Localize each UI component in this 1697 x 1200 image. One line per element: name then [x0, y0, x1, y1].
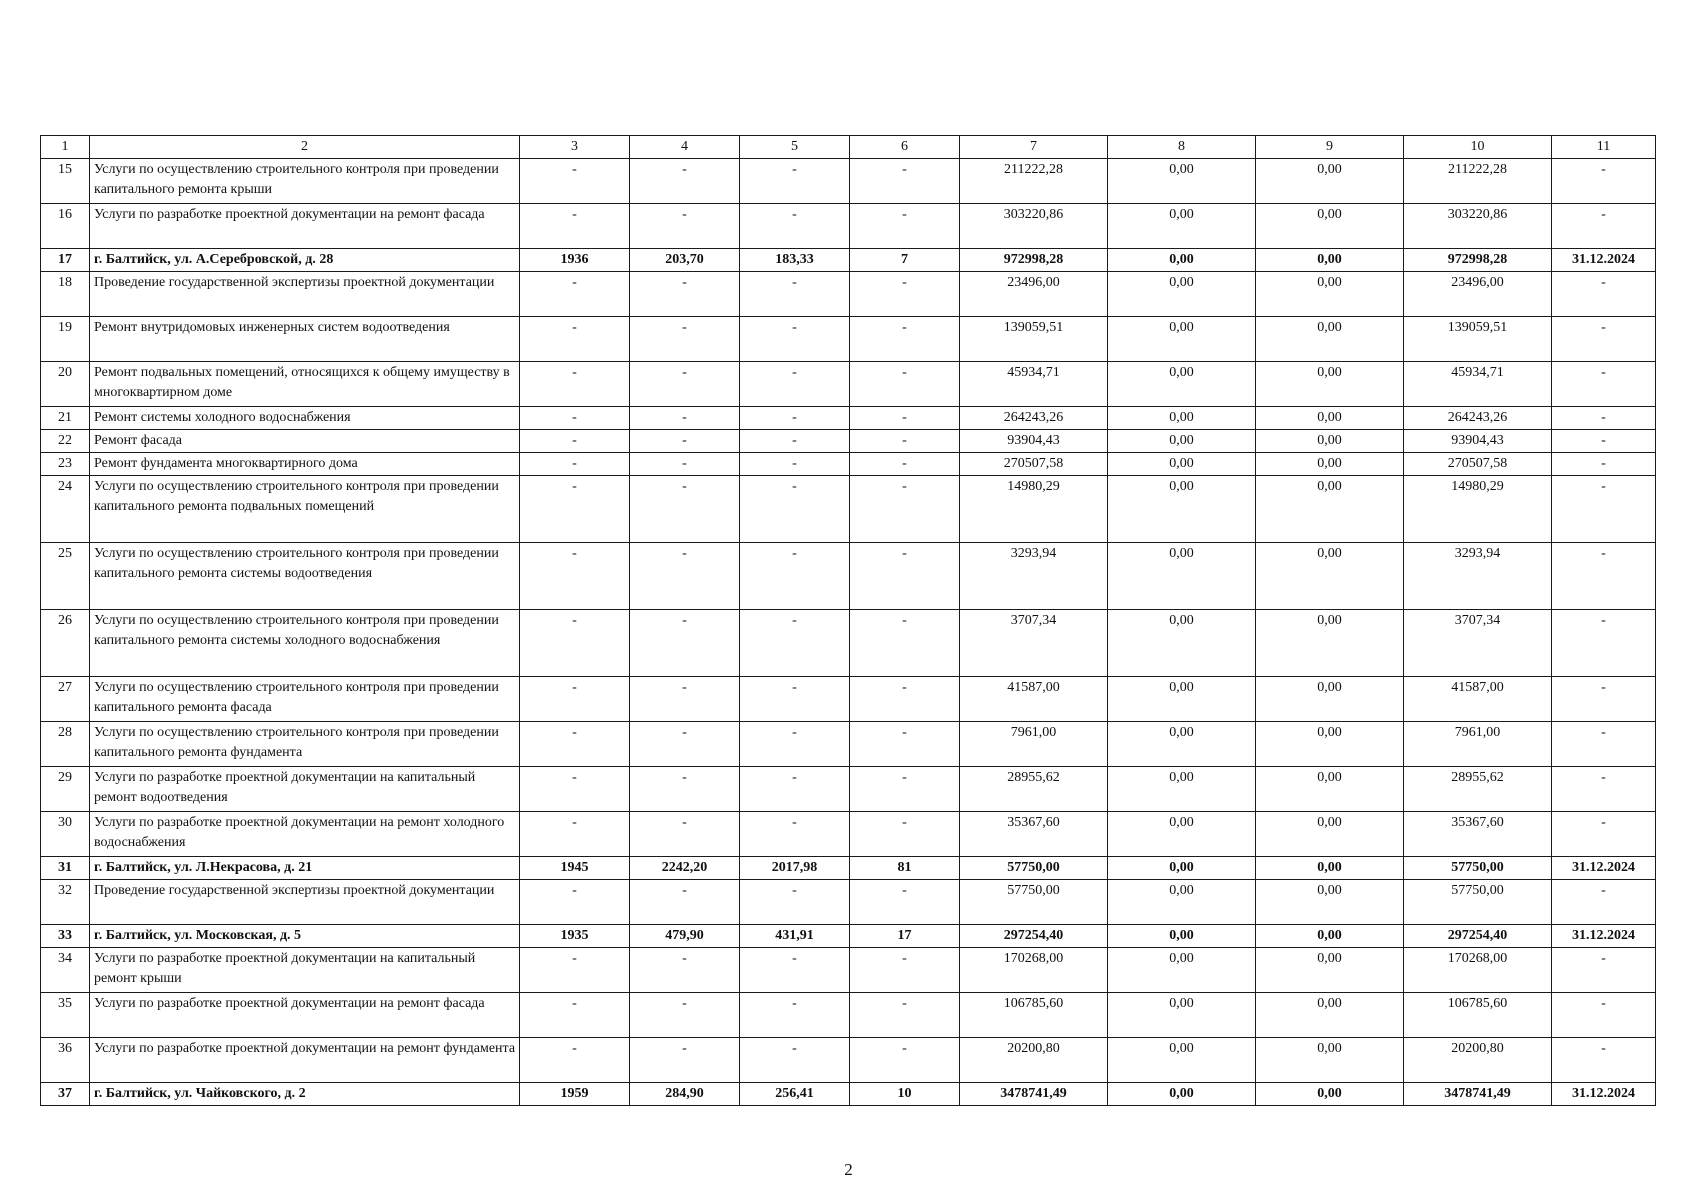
cell-col-10: 23496,00 — [1404, 272, 1552, 317]
column-number: 3 — [520, 136, 630, 159]
cell-col-3: - — [520, 317, 630, 362]
cell-col-8: 0,00 — [1108, 880, 1256, 925]
work-description: Услуги по осуществлению строительного контроля при проведении капитального ремонта фундамента — [90, 722, 520, 767]
cell-col-6: 81 — [850, 857, 960, 880]
cell-col-7: 93904,43 — [960, 430, 1108, 453]
cell-col-3: - — [520, 159, 630, 204]
cell-col-5: - — [740, 767, 850, 812]
cell-col-7: 28955,62 — [960, 767, 1108, 812]
work-item-row — [41, 204, 1656, 249]
cell-col-3: 1935 — [520, 925, 630, 948]
cell-col-5: 2017,98 — [740, 857, 850, 880]
column-number: 5 — [740, 136, 850, 159]
work-description: Ремонт подвальных помещений, относящихся к общему имуществу в многоквартирном доме — [90, 362, 520, 407]
cell-col-5: - — [740, 272, 850, 317]
address-row — [41, 1083, 1656, 1106]
cell-col-4: - — [630, 677, 740, 722]
row-number: 19 — [41, 317, 90, 362]
cell-col-6: - — [850, 453, 960, 476]
cell-col-10: 972998,28 — [1404, 249, 1552, 272]
cell-col-5: - — [740, 948, 850, 993]
cell-col-5: - — [740, 476, 850, 543]
cell-col-11: 31.12.2024 — [1552, 1083, 1656, 1106]
cell-col-9: 0,00 — [1256, 993, 1404, 1038]
cell-col-8: 0,00 — [1108, 857, 1256, 880]
cell-col-7: 303220,86 — [960, 204, 1108, 249]
cell-col-6: - — [850, 880, 960, 925]
cell-col-6: 10 — [850, 1083, 960, 1106]
cell-col-5: - — [740, 453, 850, 476]
cell-col-11: - — [1552, 677, 1656, 722]
work-description: Услуги по разработке проектной документации на капитальный ремонт крыши — [90, 948, 520, 993]
cell-col-9: 0,00 — [1256, 543, 1404, 610]
row-number: 23 — [41, 453, 90, 476]
cell-col-3: - — [520, 677, 630, 722]
row-number: 37 — [41, 1083, 90, 1106]
cell-col-3: - — [520, 476, 630, 543]
work-description: Услуги по осуществлению строительного контроля при проведении капитального ремонта подвальных помещений — [90, 476, 520, 543]
cell-col-4: 2242,20 — [630, 857, 740, 880]
cell-col-11: - — [1552, 880, 1656, 925]
column-number: 6 — [850, 136, 960, 159]
row-number: 30 — [41, 812, 90, 857]
work-item-row — [41, 317, 1656, 362]
cell-col-8: 0,00 — [1108, 677, 1256, 722]
cell-col-11: 31.12.2024 — [1552, 249, 1656, 272]
cell-col-4: - — [630, 812, 740, 857]
work-description: г. Балтийск, ул. Московская, д. 5 — [90, 925, 520, 948]
cell-col-5: - — [740, 204, 850, 249]
row-number: 16 — [41, 204, 90, 249]
cell-col-5: - — [740, 543, 850, 610]
row-number: 22 — [41, 430, 90, 453]
cell-col-4: - — [630, 204, 740, 249]
cell-col-10: 41587,00 — [1404, 677, 1552, 722]
work-description: Услуги по разработке проектной документации на ремонт холодного водоснабжения — [90, 812, 520, 857]
column-number: 2 — [90, 136, 520, 159]
cell-col-5: 431,91 — [740, 925, 850, 948]
cell-col-6: - — [850, 610, 960, 677]
cell-col-6: - — [850, 407, 960, 430]
work-item-row — [41, 722, 1656, 767]
work-item-row — [41, 272, 1656, 317]
cell-col-9: 0,00 — [1256, 407, 1404, 430]
cell-col-11: - — [1552, 204, 1656, 249]
cell-col-7: 20200,80 — [960, 1038, 1108, 1083]
work-description: Ремонт системы холодного водоснабжения — [90, 407, 520, 430]
cell-col-8: 0,00 — [1108, 993, 1256, 1038]
work-description: г. Балтийск, ул. Л.Некрасова, д. 21 — [90, 857, 520, 880]
cell-col-11: - — [1552, 453, 1656, 476]
cell-col-10: 28955,62 — [1404, 767, 1552, 812]
cell-col-7: 139059,51 — [960, 317, 1108, 362]
column-number: 8 — [1108, 136, 1256, 159]
cell-col-5: - — [740, 1038, 850, 1083]
cell-col-7: 3293,94 — [960, 543, 1108, 610]
table-body — [41, 136, 1656, 1106]
work-item-row — [41, 993, 1656, 1038]
work-description: Услуги по осуществлению строительного контроля при проведении капитального ремонта фасада — [90, 677, 520, 722]
cell-col-3: 1959 — [520, 1083, 630, 1106]
cell-col-6: - — [850, 722, 960, 767]
cell-col-5: - — [740, 362, 850, 407]
cell-col-7: 45934,71 — [960, 362, 1108, 407]
cell-col-4: - — [630, 159, 740, 204]
cell-col-9: 0,00 — [1256, 610, 1404, 677]
column-number: 1 — [41, 136, 90, 159]
cell-col-10: 7961,00 — [1404, 722, 1552, 767]
work-item-row — [41, 880, 1656, 925]
cell-col-9: 0,00 — [1256, 1038, 1404, 1083]
cell-col-4: - — [630, 543, 740, 610]
cell-col-10: 35367,60 — [1404, 812, 1552, 857]
cell-col-11: - — [1552, 812, 1656, 857]
cell-col-9: 0,00 — [1256, 453, 1404, 476]
cell-col-3: - — [520, 543, 630, 610]
cell-col-8: 0,00 — [1108, 476, 1256, 543]
row-number: 31 — [41, 857, 90, 880]
cell-col-8: 0,00 — [1108, 204, 1256, 249]
work-description: Услуги по осуществлению строительного контроля при проведении капитального ремонта крыши — [90, 159, 520, 204]
cell-col-10: 139059,51 — [1404, 317, 1552, 362]
cell-col-6: - — [850, 543, 960, 610]
column-number: 9 — [1256, 136, 1404, 159]
cell-col-11: - — [1552, 362, 1656, 407]
cell-col-11: - — [1552, 610, 1656, 677]
cell-col-7: 14980,29 — [960, 476, 1108, 543]
cell-col-11: - — [1552, 407, 1656, 430]
cell-col-4: - — [630, 362, 740, 407]
cell-col-9: 0,00 — [1256, 430, 1404, 453]
cell-col-10: 3707,34 — [1404, 610, 1552, 677]
cell-col-9: 0,00 — [1256, 722, 1404, 767]
address-row — [41, 857, 1656, 880]
address-row — [41, 249, 1656, 272]
cell-col-6: - — [850, 1038, 960, 1083]
work-item-row — [41, 430, 1656, 453]
row-number: 24 — [41, 476, 90, 543]
cell-col-3: 1945 — [520, 857, 630, 880]
address-row — [41, 925, 1656, 948]
cell-col-9: 0,00 — [1256, 1083, 1404, 1106]
work-item-row — [41, 543, 1656, 610]
cell-col-3: - — [520, 767, 630, 812]
work-item-row — [41, 362, 1656, 407]
cell-col-4: 284,90 — [630, 1083, 740, 1106]
work-description: Услуги по разработке проектной документации на ремонт фасада — [90, 993, 520, 1038]
row-number: 17 — [41, 249, 90, 272]
cell-col-4: 203,70 — [630, 249, 740, 272]
cell-col-4: - — [630, 1038, 740, 1083]
row-number: 18 — [41, 272, 90, 317]
cell-col-10: 170268,00 — [1404, 948, 1552, 993]
cell-col-10: 106785,60 — [1404, 993, 1552, 1038]
work-item-row — [41, 407, 1656, 430]
cell-col-8: 0,00 — [1108, 430, 1256, 453]
cell-col-4: - — [630, 948, 740, 993]
cell-col-5: 183,33 — [740, 249, 850, 272]
work-item-row — [41, 476, 1656, 543]
column-number: 4 — [630, 136, 740, 159]
cell-col-9: 0,00 — [1256, 677, 1404, 722]
cell-col-8: 0,00 — [1108, 812, 1256, 857]
cell-col-6: - — [850, 272, 960, 317]
cell-col-3: - — [520, 948, 630, 993]
cell-col-5: - — [740, 407, 850, 430]
work-description: Услуги по осуществлению строительного контроля при проведении капитального ремонта системы холодного водоснабжения — [90, 610, 520, 677]
cell-col-6: - — [850, 812, 960, 857]
cell-col-11: 31.12.2024 — [1552, 925, 1656, 948]
cell-col-5: - — [740, 812, 850, 857]
cell-col-11: - — [1552, 993, 1656, 1038]
cell-col-5: - — [740, 159, 850, 204]
cell-col-7: 170268,00 — [960, 948, 1108, 993]
cell-col-11: - — [1552, 722, 1656, 767]
work-description: Ремонт внутридомовых инженерных систем водоотведения — [90, 317, 520, 362]
row-number: 20 — [41, 362, 90, 407]
cell-col-9: 0,00 — [1256, 272, 1404, 317]
row-number: 36 — [41, 1038, 90, 1083]
work-item-row — [41, 677, 1656, 722]
cell-col-7: 41587,00 — [960, 677, 1108, 722]
cell-col-7: 211222,28 — [960, 159, 1108, 204]
column-number: 7 — [960, 136, 1108, 159]
cell-col-3: - — [520, 722, 630, 767]
row-number: 34 — [41, 948, 90, 993]
row-number: 21 — [41, 407, 90, 430]
cell-col-9: 0,00 — [1256, 767, 1404, 812]
cell-col-6: - — [850, 476, 960, 543]
cell-col-8: 0,00 — [1108, 362, 1256, 407]
cell-col-3: - — [520, 430, 630, 453]
cell-col-6: - — [850, 677, 960, 722]
cell-col-3: - — [520, 812, 630, 857]
capital-repair-table — [40, 135, 1656, 1106]
work-item-row — [41, 812, 1656, 857]
cell-col-5: - — [740, 317, 850, 362]
cell-col-6: - — [850, 362, 960, 407]
work-description: Услуги по разработке проектной документации на капитальный ремонт водоотведения — [90, 767, 520, 812]
cell-col-6: - — [850, 159, 960, 204]
cell-col-9: 0,00 — [1256, 249, 1404, 272]
cell-col-9: 0,00 — [1256, 880, 1404, 925]
cell-col-5: - — [740, 430, 850, 453]
cell-col-4: 479,90 — [630, 925, 740, 948]
cell-col-10: 297254,40 — [1404, 925, 1552, 948]
cell-col-11: - — [1552, 948, 1656, 993]
cell-col-6: - — [850, 430, 960, 453]
cell-col-8: 0,00 — [1108, 249, 1256, 272]
cell-col-11: - — [1552, 159, 1656, 204]
cell-col-5: - — [740, 677, 850, 722]
cell-col-7: 3707,34 — [960, 610, 1108, 677]
cell-col-4: - — [630, 767, 740, 812]
cell-col-9: 0,00 — [1256, 925, 1404, 948]
cell-col-8: 0,00 — [1108, 925, 1256, 948]
cell-col-9: 0,00 — [1256, 317, 1404, 362]
cell-col-3: - — [520, 407, 630, 430]
cell-col-9: 0,00 — [1256, 362, 1404, 407]
work-item-row — [41, 159, 1656, 204]
cell-col-8: 0,00 — [1108, 272, 1256, 317]
cell-col-4: - — [630, 993, 740, 1038]
cell-col-10: 45934,71 — [1404, 362, 1552, 407]
cell-col-8: 0,00 — [1108, 543, 1256, 610]
cell-col-10: 57750,00 — [1404, 857, 1552, 880]
cell-col-7: 57750,00 — [960, 880, 1108, 925]
cell-col-4: - — [630, 722, 740, 767]
cell-col-10: 211222,28 — [1404, 159, 1552, 204]
cell-col-4: - — [630, 317, 740, 362]
cell-col-7: 106785,60 — [960, 993, 1108, 1038]
cell-col-9: 0,00 — [1256, 857, 1404, 880]
cell-col-11: - — [1552, 1038, 1656, 1083]
cell-col-4: - — [630, 453, 740, 476]
cell-col-7: 57750,00 — [960, 857, 1108, 880]
cell-col-7: 264243,26 — [960, 407, 1108, 430]
cell-col-3: - — [520, 272, 630, 317]
cell-col-6: - — [850, 948, 960, 993]
cell-col-4: - — [630, 407, 740, 430]
cell-col-9: 0,00 — [1256, 948, 1404, 993]
cell-col-4: - — [630, 272, 740, 317]
cell-col-5: - — [740, 880, 850, 925]
cell-col-8: 0,00 — [1108, 610, 1256, 677]
page-number: 2 — [844, 1160, 853, 1179]
work-description: г. Балтийск, ул. Чайковского, д. 2 — [90, 1083, 520, 1106]
cell-col-8: 0,00 — [1108, 407, 1256, 430]
row-number: 27 — [41, 677, 90, 722]
column-number-row — [41, 136, 1656, 159]
cell-col-3: - — [520, 204, 630, 249]
cell-col-6: - — [850, 317, 960, 362]
cell-col-8: 0,00 — [1108, 453, 1256, 476]
column-number: 10 — [1404, 136, 1552, 159]
column-number: 11 — [1552, 136, 1656, 159]
row-number: 29 — [41, 767, 90, 812]
work-description: Ремонт фундамента многоквартирного дома — [90, 453, 520, 476]
work-description: Ремонт фасада — [90, 430, 520, 453]
cell-col-7: 3478741,49 — [960, 1083, 1108, 1106]
cell-col-8: 0,00 — [1108, 767, 1256, 812]
cell-col-9: 0,00 — [1256, 204, 1404, 249]
cell-col-6: 17 — [850, 925, 960, 948]
cell-col-4: - — [630, 610, 740, 677]
cell-col-6: - — [850, 993, 960, 1038]
cell-col-4: - — [630, 880, 740, 925]
work-item-row — [41, 767, 1656, 812]
row-number: 33 — [41, 925, 90, 948]
cell-col-10: 93904,43 — [1404, 430, 1552, 453]
cell-col-5: - — [740, 722, 850, 767]
cell-col-10: 264243,26 — [1404, 407, 1552, 430]
cell-col-4: - — [630, 430, 740, 453]
cell-col-7: 7961,00 — [960, 722, 1108, 767]
row-number: 28 — [41, 722, 90, 767]
cell-col-8: 0,00 — [1108, 317, 1256, 362]
cell-col-6: 7 — [850, 249, 960, 272]
work-description: Услуги по разработке проектной документации на ремонт фасада — [90, 204, 520, 249]
work-description: Услуги по разработке проектной документации на ремонт фундамента — [90, 1038, 520, 1083]
cell-col-3: - — [520, 453, 630, 476]
cell-col-5: - — [740, 993, 850, 1038]
cell-col-10: 20200,80 — [1404, 1038, 1552, 1083]
cell-col-3: - — [520, 610, 630, 677]
cell-col-11: - — [1552, 272, 1656, 317]
work-description: Проведение государственной экспертизы проектной документации — [90, 272, 520, 317]
cell-col-3: - — [520, 1038, 630, 1083]
cell-col-7: 972998,28 — [960, 249, 1108, 272]
cell-col-10: 303220,86 — [1404, 204, 1552, 249]
cell-col-7: 297254,40 — [960, 925, 1108, 948]
row-number: 32 — [41, 880, 90, 925]
cell-col-9: 0,00 — [1256, 159, 1404, 204]
cell-col-11: - — [1552, 430, 1656, 453]
cell-col-3: - — [520, 993, 630, 1038]
work-item-row — [41, 610, 1656, 677]
cell-col-11: 31.12.2024 — [1552, 857, 1656, 880]
cell-col-7: 35367,60 — [960, 812, 1108, 857]
cell-col-8: 0,00 — [1108, 948, 1256, 993]
cell-col-6: - — [850, 204, 960, 249]
cell-col-8: 0,00 — [1108, 1083, 1256, 1106]
cell-col-9: 0,00 — [1256, 476, 1404, 543]
cell-col-10: 14980,29 — [1404, 476, 1552, 543]
work-description: Услуги по осуществлению строительного контроля при проведении капитального ремонта системы водоотведения — [90, 543, 520, 610]
cell-col-3: - — [520, 880, 630, 925]
cell-col-11: - — [1552, 543, 1656, 610]
cell-col-6: - — [850, 767, 960, 812]
cell-col-11: - — [1552, 767, 1656, 812]
cell-col-10: 3478741,49 — [1404, 1083, 1552, 1106]
work-description: г. Балтийск, ул. А.Серебровской, д. 28 — [90, 249, 520, 272]
cell-col-11: - — [1552, 476, 1656, 543]
cell-col-10: 270507,58 — [1404, 453, 1552, 476]
row-number: 26 — [41, 610, 90, 677]
work-item-row — [41, 948, 1656, 993]
cell-col-7: 270507,58 — [960, 453, 1108, 476]
cell-col-8: 0,00 — [1108, 1038, 1256, 1083]
work-item-row — [41, 1038, 1656, 1083]
cell-col-5: - — [740, 610, 850, 677]
cell-col-4: - — [630, 476, 740, 543]
cell-col-3: - — [520, 362, 630, 407]
cell-col-8: 0,00 — [1108, 722, 1256, 767]
row-number: 15 — [41, 159, 90, 204]
cell-col-11: - — [1552, 317, 1656, 362]
cell-col-10: 57750,00 — [1404, 880, 1552, 925]
work-description: Проведение государственной экспертизы проектной документации — [90, 880, 520, 925]
cell-col-7: 23496,00 — [960, 272, 1108, 317]
cell-col-5: 256,41 — [740, 1083, 850, 1106]
cell-col-9: 0,00 — [1256, 812, 1404, 857]
cell-col-10: 3293,94 — [1404, 543, 1552, 610]
row-number: 25 — [41, 543, 90, 610]
row-number: 35 — [41, 993, 90, 1038]
cell-col-3: 1936 — [520, 249, 630, 272]
cell-col-8: 0,00 — [1108, 159, 1256, 204]
work-item-row — [41, 453, 1656, 476]
